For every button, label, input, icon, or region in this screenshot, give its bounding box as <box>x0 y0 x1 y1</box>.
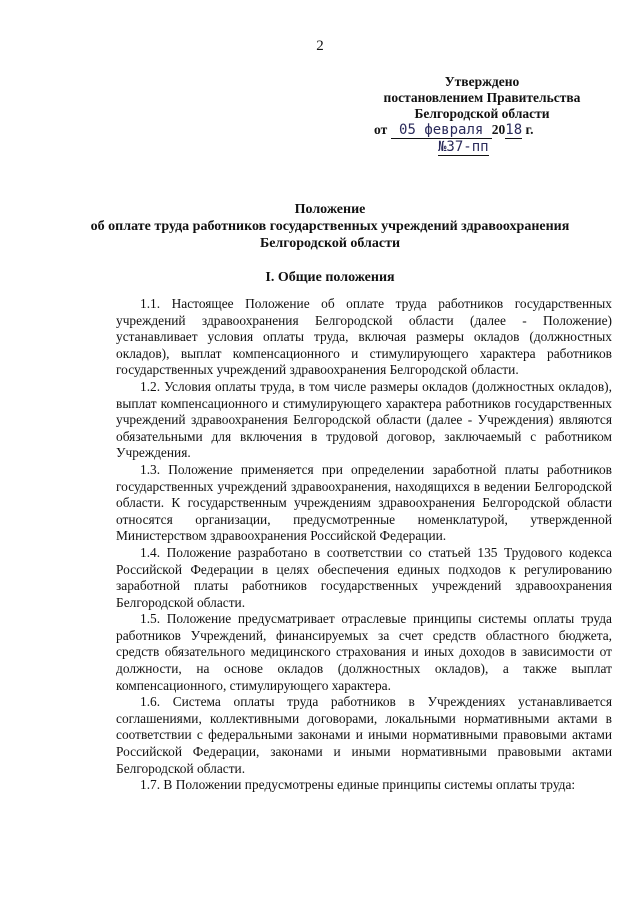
paragraph-1-2: 1.2. Условия оплаты труда, в том числе размеры окладов (должностных окладов), выплат компенсационного и стимулирующего характера работников государственных учреждений здравоохранения Белгородской области (далее - Учреждения) являются обязательными для включения в трудовой договор, заключаемый с работником Учреждения. <box>116 378 612 461</box>
approval-day: 05 <box>399 122 416 138</box>
approval-date-day <box>391 123 492 139</box>
approval-date-line <box>372 122 592 139</box>
title-line-2: об оплате труда работников государственных учреждений здравоохранения <box>90 219 570 234</box>
approval-block <box>372 74 592 156</box>
approval-line-approved: Утверждено <box>444 74 520 89</box>
page-number: 2 <box>316 38 324 54</box>
approval-line-region: Белгородской области <box>414 106 550 121</box>
approval-year-unit: г. <box>525 122 534 137</box>
paragraph-1-5: 1.5. Положение предусматривает отраслевые принципы системы оплаты труда работников Учреждений, финансируемых за счет средств областного бюджета, средств обязательного медицинского страхования и иных доходов в зависимости от должности, на основе окладов (должностных окладов), а также выплат компенсационного, стимулирующего характера. <box>116 611 612 693</box>
paragraph-1-3: 1.3. Положение применяется при определении заработной платы работников государственных учреждений здравоохранения, находящихся в ведении Белгородской области. К государственным учреждениям здравоохранения Белгородской области относятся организации, предусмотренные номенклатурой, утвержденной Министерством здравоохранения Российской Федерации. <box>116 461 612 544</box>
approval-from-prefix: от <box>374 122 388 137</box>
title-line-1: Положение <box>294 202 366 217</box>
approval-number: №37-пп <box>438 139 489 155</box>
title-line-3: Белгородской области <box>259 236 401 251</box>
approval-line-resolution: постановлением Правительства <box>383 90 581 105</box>
paragraph-1-4: 1.4. Положение разработано в соответствии со статьей 135 Трудового кодекса Российской Федерации в целях обеспечения единых подходов к регулированию заработной платы работников государственных учреждений здравоохранения Белгородской области. <box>116 544 612 610</box>
paragraph-1-6: 1.6. Система оплаты труда работников в Учреждениях устанавливается соглашениями, коллективными договорами, локальными нормативными актами в соответствии с федеральными законами и иными нормативными правовыми актами Российской Федерации, законами и иными нормативными правовыми актами Белгородской области. <box>116 694 612 776</box>
approval-year-prefix: 20 <box>491 122 506 137</box>
approval-year-suffix: 18 <box>505 122 523 138</box>
approval-number-line <box>372 139 592 156</box>
paragraph-1-7: 1.7. В Положении предусмотрены единые принципы системы оплаты труда: <box>140 777 576 793</box>
document-body <box>116 296 612 794</box>
section-heading: I. Общие положения <box>265 270 395 285</box>
paragraph-1-1: 1.1. Настоящее Положение об оплате труда работников государственных учреждений здравоохранения Белгородской области (далее - Положение) устанавливает условия оплаты труда, включая размеры окладов (должностных окладов), выплат компенсационного и стимулирующего характера работников государственных учреждений здравоохранения Белгородской области. <box>116 296 612 378</box>
approval-month: февраля <box>424 122 484 138</box>
document-title <box>60 201 600 252</box>
